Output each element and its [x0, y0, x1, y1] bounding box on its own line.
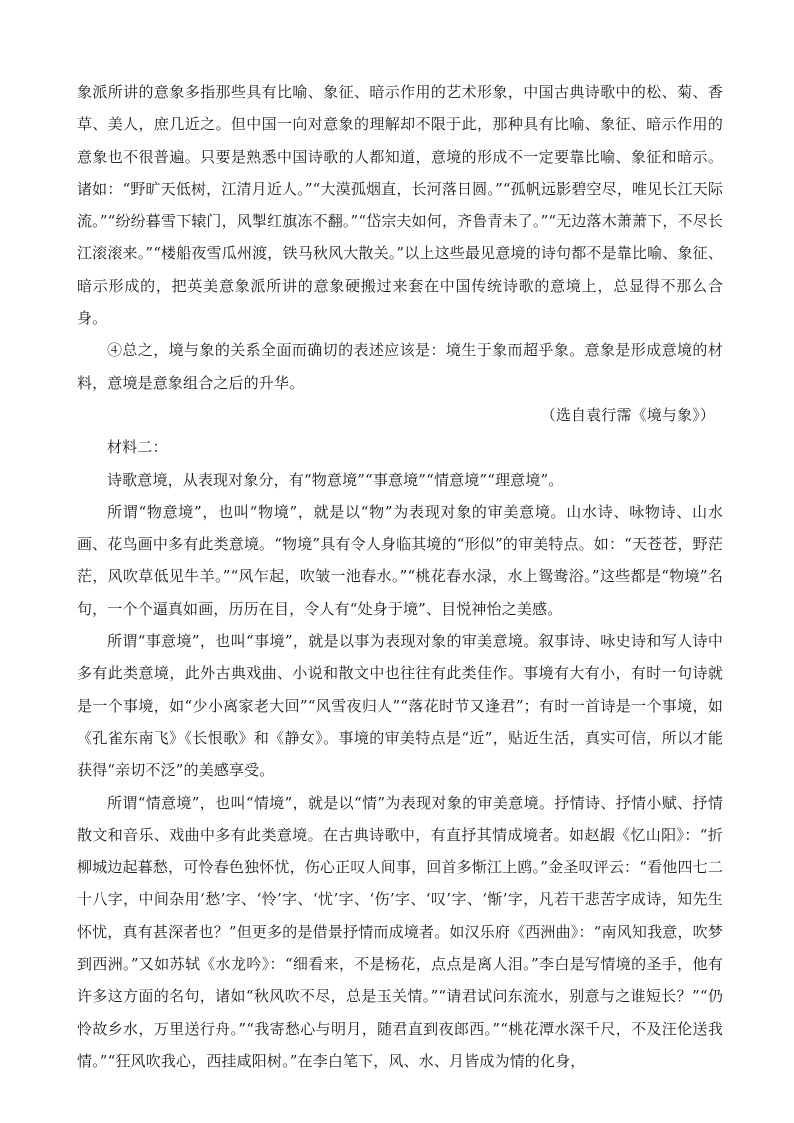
source-citation: （选自袁行霈《境与象》） — [540, 405, 715, 424]
document-page — [77, 76, 723, 1077]
paragraph-continuation: 象派所讲的意象多指那些具有比喻、象征、暗示作用的艺术形象，中国古典诗歌中的松、菊、香草、美人，庶几近之。但中国一向对意象的理解却不限于此，那种具有比喻、象征、暗示作用的意象也不很普遍。只要是熟悉中国诗歌的人都知道，意境的形成不一定要靠比喻、象征和暗示。诸如：“野旷天低树，江清月近人。”“大漠孤烟直，长河落日圆。”“孤帆远影碧空尽，唯见长江天际流。”“纷纷暮雪下辕门，风掣红旗冻不翻。”“岱宗夫如何，齐鲁青未了。”“无边落木萧萧下，不尽长江滚滚来。”“楼船夜雪瓜州渡，铁马秋风大散关。”以上这些最见意境的诗句都不是靠比喻、象征、暗示形成的，把英美意象派所讲的意象硬搬过来套在中国传统诗歌的意境上，总显得不那么合身。 — [77, 83, 723, 328]
paragraph-conclusion: ④总之，境与象的关系全面而确切的表述应该是：境生于象而超乎象。意象是形成意境的材料，意境是意象组合之后的升华。 — [77, 341, 723, 392]
material-label: 材料二： — [107, 438, 168, 457]
material-paragraph-object: 所谓“物意境”，也叫“物境”，就是以“物”为表现对象的审美意境。山水诗、咏物诗、山水画、花鸟画中多有此类意境。“物境”具有令人身临其境的“形似”的审美特点。如：“天苍苍，野茫茫，风吹草低见牛羊。”“风乍起，吹皱一池春水。”“桃花春水渌，水上鸳鸯浴。”这些都是“物境”名句，一个个逼真如画，历历在目，令人有“处身于境”、目悦神怡之美感。 — [77, 502, 723, 618]
material-paragraph-event: 所谓“事意境”，也叫“事境”，就是以事为表现对象的审美意境。叙事诗、咏史诗和写人诗中多有此类意境，此外古典戏曲、小说和散文中也往往有此类佳作。事境有大有小，有时一句诗就是一个事境，如“少小离家老大回”“风雪夜归人”“落花时节又逢君”；有时一首诗是一个事境，如《孔雀东南飞》《长恨歌》和《静女》。事境的审美特点是“近”，贴近生活，真实可信，所以才能获得“亲切不泛”的美感享受。 — [77, 632, 723, 780]
material-paragraph-emotion: 所谓“情意境”，也叫“情境”，就是以“情”为表现对象的审美意境。抒情诗、抒情小赋、抒情散文和音乐、戏曲中多有此类意境。在古典诗歌中，有直抒其情成境者。如赵嘏《忆山阳》：“折柳城边起暮愁，可怜春色独怀忧，伤心正叹人间事，回首多惭江上鸥。”金圣叹评云：“看他四七二十八字，中间杂用‘愁’字、‘怜’字、‘忧’字、‘伤’字、‘叹’字、‘惭’字，凡若干悲苦字成诗，知先生怀忧，真有甚深者也？”但更多的是借景抒情而成境者。如汉乐府《西洲曲》：“南风知我意，吹梦到西洲。”又如苏轼《水龙吟》：“细看来，不是杨花，点点是离人泪。”李白是写情境的圣手，他有许多这方面的名句，诸如“秋风吹不尽，总是玉关情。”“请君试问东流水，别意与之谁短长？”“仍怜故乡水，万里送行舟。”“我寄愁心与明月，随君直到夜郎西。”“桃花潭水深千尺，不及汪伦送我情。”“狂风吹我心，西挂咸阳树。”在李白笔下，风、水、月皆成为情的化身， — [77, 793, 723, 1070]
material-paragraph-intro: 诗歌意境，从表现对象分，有“物意境”“事意境”“情意境”“理意境”。 — [107, 470, 564, 489]
